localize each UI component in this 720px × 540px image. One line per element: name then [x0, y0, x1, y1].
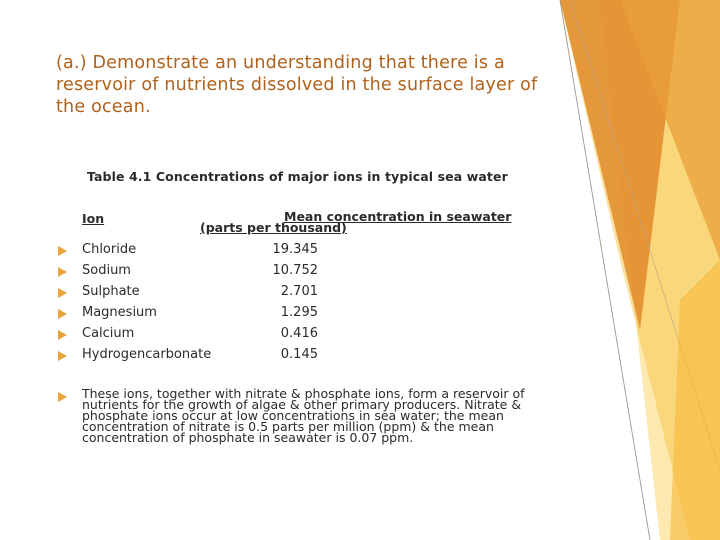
triangle-right-icon: [56, 391, 68, 403]
ion-name: Hydrogencarbonate: [82, 347, 212, 362]
ion-name: Calcium: [82, 326, 135, 341]
slide-title: (a.) Demonstrate an understanding that there is a reservoir of nutrients dissolved in the surface layer of the ocean.: [56, 53, 538, 117]
triangle-right-icon: [56, 266, 68, 278]
triangle-right-icon: [56, 329, 68, 341]
triangle-right-icon: [56, 350, 68, 362]
ion-name: Sodium: [82, 263, 131, 278]
table-caption: Table 4.1 Concentrations of major ions in typical sea water: [87, 169, 508, 184]
ion-name: Magnesium: [82, 305, 157, 320]
triangle-right-icon: [56, 287, 68, 299]
note-paragraph: These ions, together with nitrate & phosphate ions, form a reservoir of nutrients for the growth of algae & other primary producers. Nitrate & phosphate ions occur at low concentrations in sea water; the mean concentration of nitrate is 0.5 parts per million (ppm) & the mean concentration of phosphate in seawater is 0.07 ppm.: [82, 386, 525, 445]
triangle-right-icon: [56, 245, 68, 257]
ion-name: Chloride: [82, 242, 137, 257]
column-header-mean: Mean concentration in seawater (parts per thousand): [200, 209, 512, 235]
ion-concentration: 0.145: [280, 347, 318, 362]
column-header-ion: Ion: [82, 211, 105, 226]
ion-name: Sulphate: [82, 284, 140, 299]
ion-concentration: 1.295: [280, 305, 318, 320]
ion-concentration: 0.416: [280, 326, 318, 341]
ion-concentration: 19.345: [272, 242, 318, 257]
ion-concentration: 2.701: [280, 284, 318, 299]
triangle-right-icon: [56, 308, 68, 320]
ion-concentration: 10.752: [272, 263, 318, 278]
